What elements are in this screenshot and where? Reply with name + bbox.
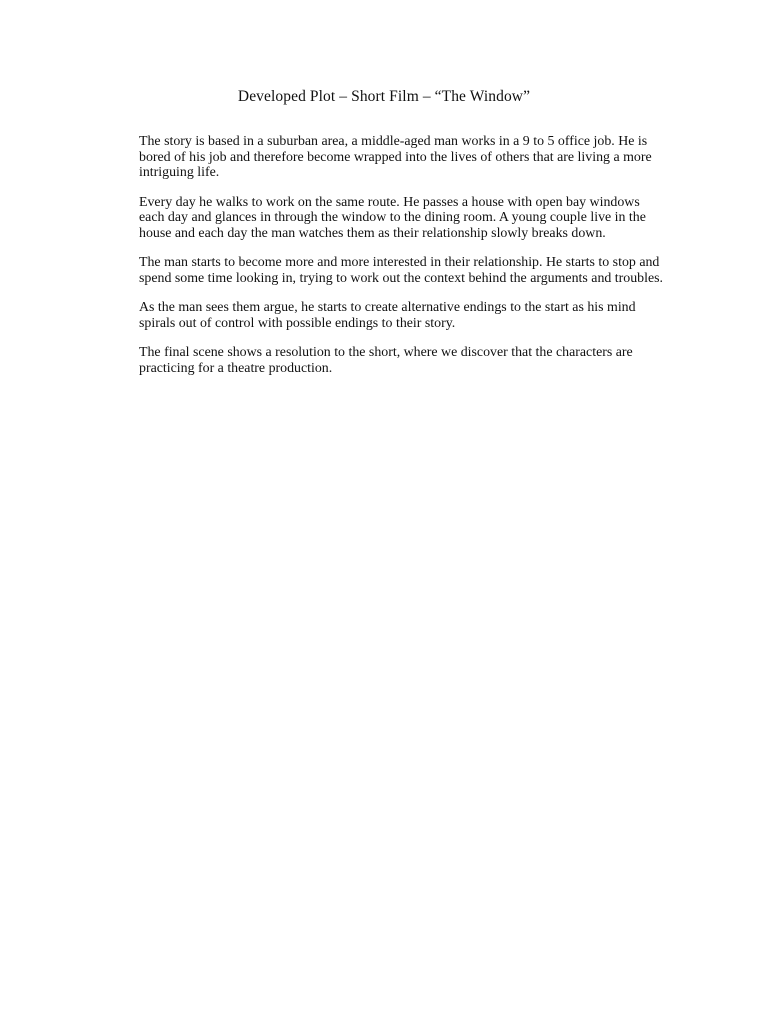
paragraph-line: The final scene shows a resolution to the short, where we discover that the characters are bbox=[139, 345, 633, 360]
paragraph-line: The story is based in a suburban area, a middle-aged man works in a 9 to 5 office job. He is bbox=[139, 134, 648, 149]
paragraph-line: bored of his job and therefore become wrapped into the lives of others that are living a more bbox=[139, 149, 652, 165]
paragraph-routine bbox=[139, 195, 649, 242]
paragraph-endings bbox=[139, 300, 649, 331]
paragraph-line: The man starts to become more and more interested in their relationship. He starts to stop and bbox=[139, 255, 660, 270]
paragraph-line: intriguing life. bbox=[139, 165, 220, 180]
document-body bbox=[139, 134, 664, 390]
paragraph-line: spend some time looking in, trying to work out the context behind the arguments and troubles. bbox=[139, 270, 664, 286]
paragraph-line: practicing for a theatre production. bbox=[139, 360, 333, 376]
paragraph-line: each day and glances in through the window to the dining room. A young couple live in the bbox=[139, 210, 646, 225]
paragraph-interest bbox=[139, 255, 664, 286]
paragraph-setting bbox=[139, 134, 652, 181]
document-title: Developed Plot – Short Film – “The Window” bbox=[237, 88, 531, 105]
paragraph-resolution bbox=[139, 345, 649, 376]
paragraph-line: house and each day the man watches them as their relationship slowly breaks down. bbox=[139, 225, 606, 241]
paragraph-line: As the man sees them argue, he starts to create alternative endings to the start as his mind bbox=[139, 300, 636, 315]
paragraph-line: spirals out of control with possible endings to their story. bbox=[139, 315, 456, 331]
paragraph-line: Every day he walks to work on the same route. He passes a house with open bay windows bbox=[139, 194, 640, 210]
